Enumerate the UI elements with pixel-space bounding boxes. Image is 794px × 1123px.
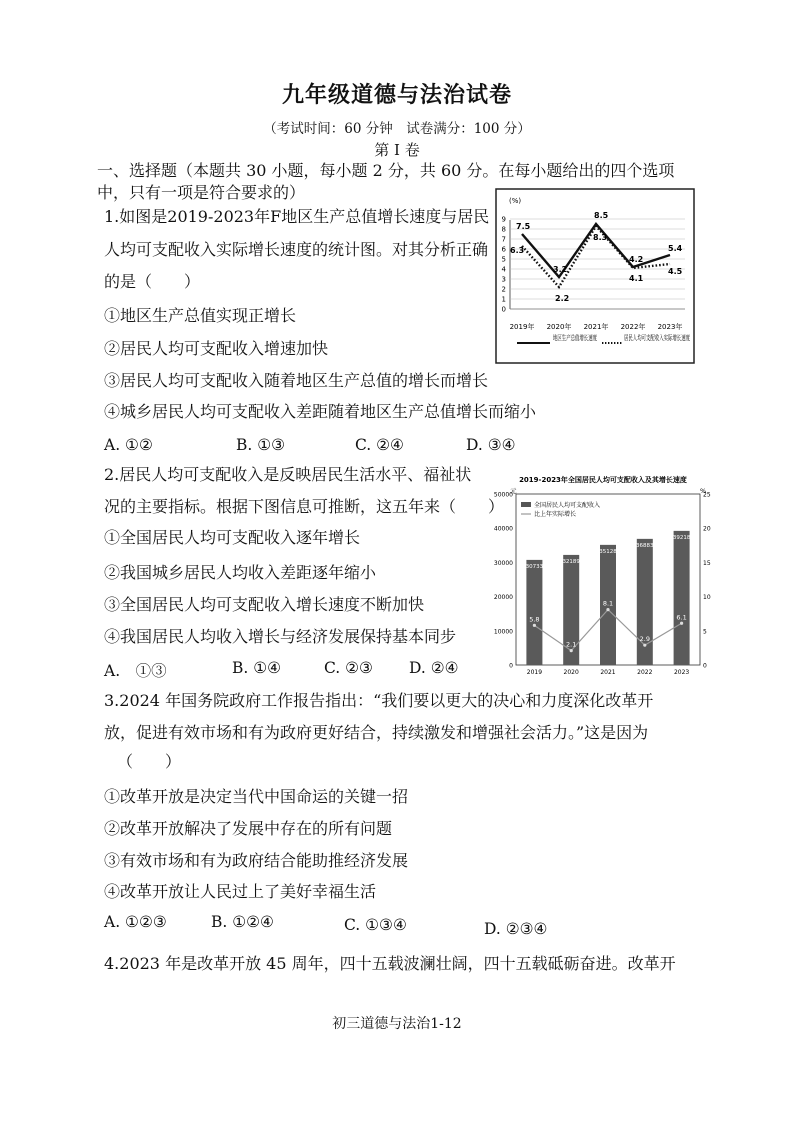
chart2-growth-point (606, 608, 609, 611)
q2-stem-line-1: 2.居民人均可支配收入是反映居民生活水平、福祉状 (104, 465, 472, 484)
q3-statement-2: ②改革开放解决了发展中存在的所有问题 (104, 819, 393, 838)
chart2-left-unit: 元 (510, 487, 517, 495)
q2-statement-4: ④我国居民人均收入增长与经济发展保持基本同步 (104, 627, 457, 646)
chart1-gdp-label: 3.2 (553, 265, 568, 274)
q1-statement-3: ③居民人均可支配收入随着地区生产总值的增长而增长 (104, 371, 489, 390)
chart1-y-tick: 2 (501, 285, 506, 294)
chart1-y-tick: 1 (501, 295, 506, 304)
chart2-x-tick: 2022 (637, 669, 653, 676)
q1-option-c[interactable]: C. ②④ (355, 436, 404, 454)
q3-option-a[interactable]: A. ①②③ (104, 913, 167, 931)
chart2-x-tick: 2020 (563, 669, 579, 676)
chart1-legend-gdp: 地区生产总值增长速度 (553, 334, 623, 342)
chart2-growth-label: 2.9 (639, 635, 650, 644)
chart1-x-tick: 2023年 (657, 323, 683, 331)
q1-stem-line-2: 人均可支配收入实际增长速度的统计图。对其分析正确 (104, 240, 489, 259)
q1-stem-line-1: 1.如图是2019-2023年F地区生产总值增长速度与居民 (104, 207, 490, 226)
chart2-x-tick: 2021 (600, 669, 616, 676)
chart2-left-tick: 30000 (493, 559, 513, 567)
q2-option-c[interactable]: C. ②③ (324, 659, 373, 677)
q2-income-chart (488, 470, 718, 678)
chart2-bar-label: 30733 (525, 563, 544, 570)
chart1-y-tick: 3 (501, 275, 506, 284)
chart2-left-tick: 20000 (493, 594, 513, 602)
chart1-legend-income: 居民人均可支配收入实际增长速度 (624, 334, 729, 342)
chart2-right-tick: 25 (703, 491, 711, 499)
chart1-income-label: 2.2 (555, 294, 570, 303)
section-instructions: 一、选择题（本题共 30 小题，每小题 2 分，共 60 分。在每小题给出的四个选项 (97, 161, 675, 180)
q3-statement-3: ③有效市场和有为政府结合能助推经济发展 (104, 851, 409, 870)
chart1-y-tick: 0 (501, 305, 506, 314)
chart2-growth-label: 6.1 (676, 613, 687, 622)
chart2-right-tick: 0 (703, 662, 707, 670)
chart1-income-label: 4.1 (629, 274, 644, 283)
chart2-bar-label: 35128 (599, 548, 617, 555)
q2-statement-1: ①全国居民人均可支配收入逐年增长 (104, 528, 361, 547)
exam-title: 九年级道德与法治试卷 (281, 83, 512, 108)
q1-option-a[interactable]: A. ①② (104, 436, 153, 454)
chart2-left-tick: 50000 (493, 491, 513, 499)
q1-growth-chart (495, 188, 729, 364)
q1-option-b[interactable]: B. ①③ (236, 436, 286, 454)
q1-statement-4: ④城乡居民人均可支配收入差距随着地区生产总值增长而缩小 (104, 402, 537, 421)
chart2-title: 2019-2023年全国居民人均可支配收入及其增长速度 (519, 476, 687, 484)
chart2-growth-label: 8.1 (602, 599, 614, 608)
chart2-growth-point (680, 622, 683, 625)
chart1-y-tick: 9 (501, 215, 506, 224)
chart2-bar-label: 39218 (672, 534, 691, 541)
page-footer: 初三道德与法治1-12 (332, 1016, 462, 1032)
q3-stem-line-3: （ ） (117, 752, 182, 771)
q3-stem-line-1: 3.2024 年国务院政府工作报告指出：“我们要以更大的决心和力度深化改革开 (104, 691, 654, 710)
chart2-legend-growth: 比上年实际增长 (534, 511, 577, 518)
q1-statement-1: ①地区生产总值实现正增长 (104, 306, 297, 325)
chart1-y-tick: 5 (501, 255, 506, 264)
chart2-legend-bar-swatch (521, 502, 531, 507)
q2-statement-3: ③全国居民人均可支配收入增长速度不断加快 (104, 595, 425, 614)
chart2-right-unit: % (700, 487, 707, 495)
chart1-y-tick: 7 (501, 235, 506, 244)
exam-subtitle: （考试时间：60 分钟 试卷满分：100 分） (263, 121, 531, 137)
chart1-income-label: 8.3 (593, 233, 608, 242)
chart2-x-tick: 2019 (526, 669, 543, 676)
chart1-y-unit: (%) (509, 197, 522, 205)
q1-statement-2: ②居民人均可支配收入增速加快 (104, 339, 329, 358)
q3-option-d[interactable]: D. ②③④ (484, 920, 548, 938)
chart2-growth-label: 2.1 (566, 640, 577, 649)
chart2-right-tick: 5 (703, 628, 707, 636)
q1-stem-line-3: 的是（ ） (104, 272, 201, 291)
chart2-x-tick: 2023 (673, 669, 690, 676)
chart1-gdp-label: 4.2 (629, 255, 644, 264)
q3-stem-line-2: 放，促进有效市场和有为政府更好结合，持续激发和增强社会活力。”这是因为 (104, 723, 649, 742)
q1-option-d[interactable]: D. ③④ (466, 436, 516, 454)
chart2-bar-label: 32189 (562, 558, 580, 565)
chart1-y-tick: 8 (501, 225, 506, 234)
chart2-growth-point (570, 649, 573, 652)
chart2-left-tick: 10000 (493, 628, 513, 636)
chart1-x-tick: 2021年 (583, 323, 609, 331)
chart2-bar (674, 531, 690, 665)
chart2-right-tick: 10 (703, 594, 711, 602)
chart1-gdp-label: 7.5 (516, 222, 531, 231)
q3-option-b[interactable]: B. ①②④ (211, 913, 274, 931)
chart1-gdp-label: 5.4 (668, 244, 683, 253)
chart1-gdp-label: 8.5 (594, 211, 609, 220)
chart1-income-label: 6.3 (510, 246, 525, 255)
chart2-growth-point (533, 624, 536, 627)
q3-option-c[interactable]: C. ①③④ (344, 916, 407, 934)
q3-statement-4: ④改革开放让人民过上了美好幸福生活 (104, 882, 377, 901)
q2-statement-2: ②我国城乡居民人均收入差距逐年缩小 (104, 563, 377, 582)
chart2-right-tick: 15 (703, 559, 711, 567)
q3-statement-1: ①改革开放是决定当代中国命运的关键一招 (104, 787, 409, 806)
exam-volume: 第 I 卷 (374, 141, 420, 159)
chart1-x-tick: 2022年 (620, 323, 646, 331)
chart2-right-tick: 20 (703, 525, 711, 533)
section-instructions-cont: 中，只有一项是符合要求的） (97, 183, 306, 202)
chart2-bar-label: 36883 (636, 542, 654, 549)
chart1-income-label: 4.5 (668, 267, 683, 276)
chart2-bar (526, 560, 542, 665)
chart2-left-tick: 0 (509, 662, 513, 670)
q2-stem-line-2: 况的主要指标。根据下图信息可推断，这五年来（ ） (104, 497, 505, 516)
q2-option-a[interactable]: A. ①③ (104, 662, 167, 680)
chart2-growth-label: 5.8 (529, 615, 540, 624)
chart2-legend-income: 全国居民人均可支配收入 (534, 502, 601, 509)
q2-option-b[interactable]: B. ①④ (232, 659, 282, 677)
chart1-x-tick: 2020年 (546, 323, 572, 331)
q4-stem-line-1: 4.2023 年是改革开放 45 周年，四十五载波澜壮阔，四十五载砥砺奋进。改革开 (104, 954, 676, 973)
chart1-y-tick: 4 (501, 265, 506, 274)
chart2-left-tick: 40000 (493, 525, 513, 533)
chart1-y-tick: 6 (501, 245, 506, 254)
chart2-growth-point (643, 644, 646, 647)
q2-option-d[interactable]: D. ②④ (409, 659, 459, 677)
chart1-x-tick: 2019年 (509, 323, 535, 331)
